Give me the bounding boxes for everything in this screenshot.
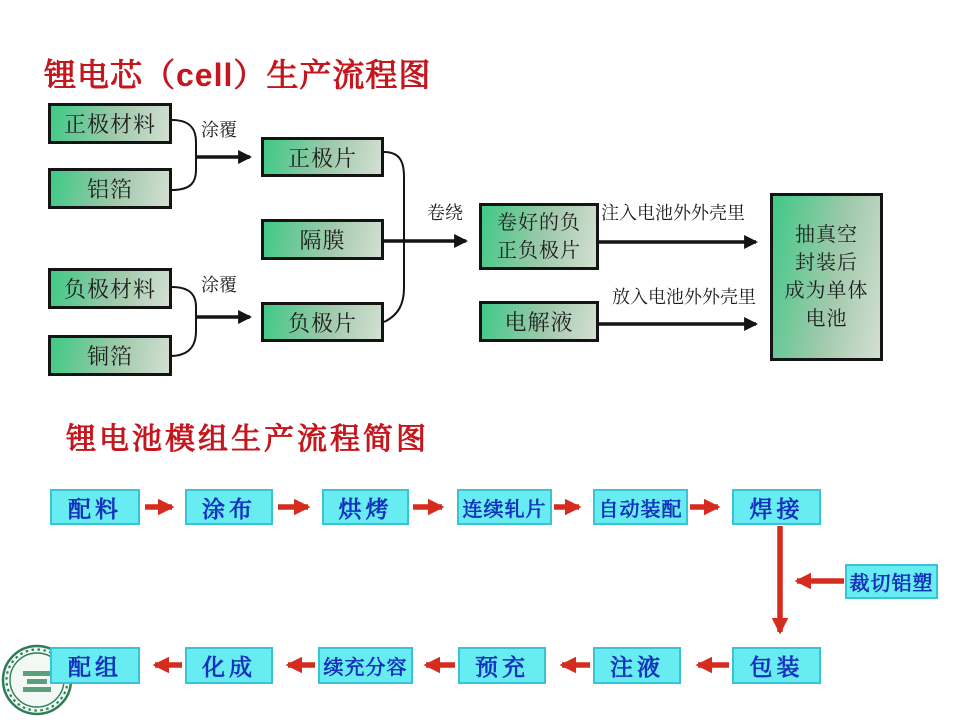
step-charge-grading: 续充分容 [318,647,413,684]
box-final-single-cell [770,193,883,361]
box-separator: 隔膜 [261,219,384,260]
label-coating-top: 涂覆 [201,120,237,140]
cell-flowchart-title: 锂电芯（cell）生产流程图 [44,57,432,93]
step-packaging: 包装 [732,647,821,684]
label-inject-into-case: 注入电池外外壳里 [601,203,745,223]
step-formation: 化成 [185,647,273,684]
step-liquid-injection: 注液 [593,647,681,684]
module-flowchart-title: 锂电池模组生产流程简图 [66,423,429,456]
box-electrolyte: 电解液 [479,301,599,342]
bracket-sheet-pair [384,152,404,322]
label-coating-bottom: 涂覆 [201,275,237,295]
step-precharge: 预充 [458,647,546,684]
box-wound-electrodes-line2: 正负极片 [497,239,581,262]
box-wound-electrodes-line1: 卷好的负 [497,211,581,234]
label-put-into-case: 放入电池外外壳里 [612,287,756,307]
box-final-single-cell-line3: 成为单体 [784,280,869,302]
step-baking: 烘烤 [322,489,409,525]
box-positive-sheet: 正极片 [261,137,384,177]
box-final-single-cell-line2: 封装后 [795,252,858,274]
step-welding: 焊接 [732,489,821,525]
bracket-positive-pair [172,120,196,190]
step-continuous-rolling: 连续轧片 [457,489,552,525]
label-winding: 卷绕 [427,203,463,223]
box-aluminum-foil: 铝箔 [48,168,172,209]
box-final-single-cell-line1: 抽真空 [795,224,858,246]
box-wound-electrodes [479,203,599,270]
box-negative-sheet: 负极片 [261,302,384,342]
step-coating: 涂布 [185,489,273,525]
box-copper-foil: 铜箔 [48,335,172,376]
step-grouping: 配组 [50,647,140,684]
step-batching: 配料 [50,489,140,525]
box-negative-material: 负极材料 [48,268,172,309]
step-auto-assembly: 自动装配 [593,489,688,525]
box-final-single-cell-line4: 电池 [805,308,848,330]
step-cut-aluminum-plastic: 裁切铝塑 [845,564,938,599]
bracket-negative-pair [172,287,196,356]
box-positive-material: 正极材料 [48,103,172,144]
